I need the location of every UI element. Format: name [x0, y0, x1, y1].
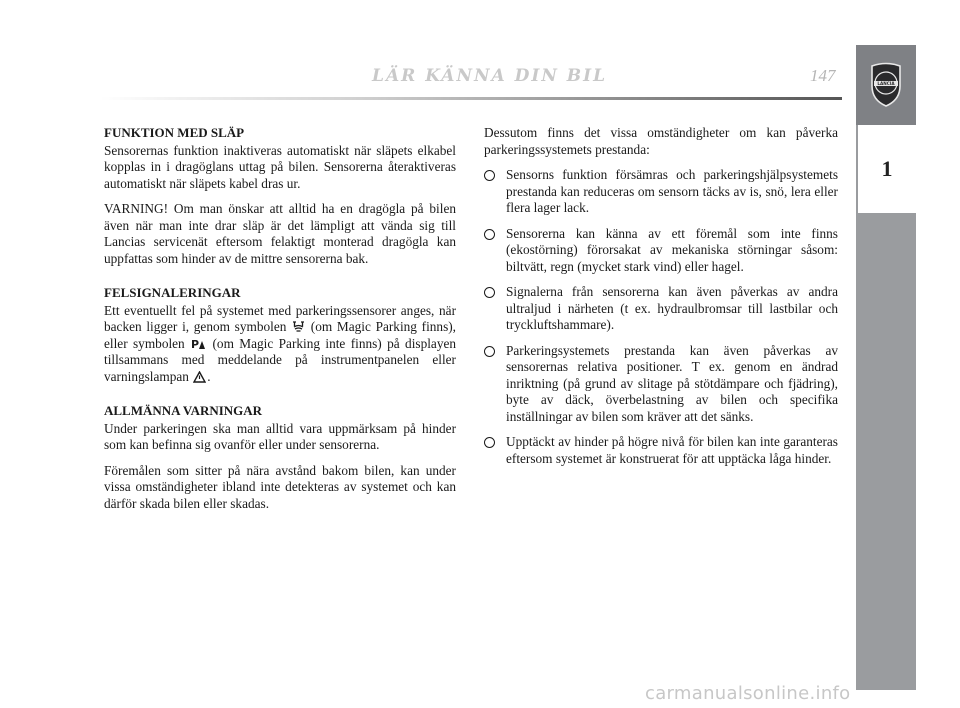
section-general-warnings — [104, 403, 456, 512]
list-item-text: Parkeringsystemets prestanda kan även påverkas av sensorernas relativa positioner. T ex. genom en ändrad inriktning (på grund av slitage på stötdämpare och fjädring), byte av däck, överbelastning av bilen och specifika inställningar av bilen som kräver att det sänks. — [506, 342, 838, 424]
watermark: carmanualsonline.info — [645, 683, 851, 704]
paragraph: Sensorernas funktion inaktiveras automatiskt när släpets elkabel kopplas in i dragöglans uttag på bilen. Sensorerna återaktiveras automatiskt när släpets kabel dras ur. — [104, 142, 456, 191]
section-fault-signals — [104, 285, 456, 385]
page-number: 147 — [810, 66, 836, 85]
text-fragment: . — [207, 368, 211, 384]
paragraph: Föremålen som sitter på nära avstånd bakom bilen, kan under vissa omständigheter ibland inte detekteras av systemet och kan därför skada bilen eller skadas. — [104, 462, 456, 511]
text-fragment: (om Magic Parking inte finns) på displayen tillsammans med meddelande på instrumentpanelen eller varningslampan — [104, 335, 457, 384]
bullet-circle-icon — [484, 437, 495, 448]
list-item-text: Sensorerna kan känna av ett föremål som inte finns (ekostörning) förorsakat av mekaniska störningar såsom: biltvätt, regn (mycket stark vind) eller hagel. — [506, 225, 838, 274]
parking-sensor-fault-icon — [191, 337, 206, 350]
right-column — [484, 125, 838, 476]
list-item — [484, 284, 838, 334]
text-fragment: (om Magic Parking finns), eller symbolen — [104, 319, 456, 351]
bullet-circle-icon — [484, 346, 495, 357]
conditions-list — [484, 167, 838, 467]
list-item-text: Signalerna från sensorerna kan även påverkas av andra ultraljud i närheten (t ex. hydraulbromsar till lastbilar och tryckluftshammare). — [506, 284, 838, 332]
lancia-logo — [856, 45, 916, 125]
chapter-number: 1 — [856, 125, 916, 213]
heading-trailer: FUNKTION MED SLÄP — [104, 125, 245, 140]
bullet-circle-icon — [484, 170, 495, 181]
text-fragment: Ett eventuellt fel på systemet med parkeringssensorer anges, när backen ligger i, genom symbolen — [104, 302, 456, 334]
heading-general-warnings: ALLMÄNNA VARNINGAR — [104, 403, 263, 418]
lancia-shield-icon — [869, 62, 903, 108]
magic-parking-fault-icon — [292, 320, 305, 333]
running-header-title: LÄR KÄNNA DIN BIL — [372, 66, 608, 86]
section-trailer — [104, 125, 456, 267]
list-item — [484, 167, 838, 217]
bullet-circle-icon — [484, 229, 495, 240]
warning-triangle-icon — [193, 371, 206, 383]
list-item — [484, 226, 838, 276]
intro-paragraph: Dessutom finns det vissa omständigheter om kan påverka parkeringssystemets prestanda: — [484, 125, 838, 157]
paragraph-warning: VARNING! Om man önskar att alltid ha en dragögla på bilen även när man inte drar släp är det lämpligt att vända sig till Lancias servicenät eftersom felaktigt monterad dragögla kan uppfattas som hinder av de mittre sensorerna bak. — [104, 201, 456, 266]
bullet-circle-icon — [484, 287, 495, 298]
list-item-text: Upptäckt av hinder på högre nivå för bilen kan inte garanteras eftersom systemet är konstruerat för att upptäcka låga hinder. — [506, 434, 838, 466]
header-rule — [100, 97, 842, 100]
logo-text: LANCIA — [877, 81, 895, 86]
list-item — [484, 343, 838, 426]
svg-text:P: P — [191, 337, 200, 350]
list-item — [484, 434, 838, 467]
chapter-sidebar — [856, 45, 916, 690]
left-column — [104, 125, 456, 530]
paragraph-fault-signals — [104, 303, 456, 386]
heading-fault-signals: FELSIGNALERINGAR — [104, 285, 241, 300]
paragraph: Under parkeringen ska man alltid vara uppmärksam på hinder som kan befinna sig ovanför eller under sensorerna. — [104, 420, 456, 452]
list-item-text: Sensorns funktion försämras och parkeringshjälpsystemets prestanda kan reduceras om sensorn täcks av is, snö, lera eller flera lager lack. — [506, 167, 838, 215]
